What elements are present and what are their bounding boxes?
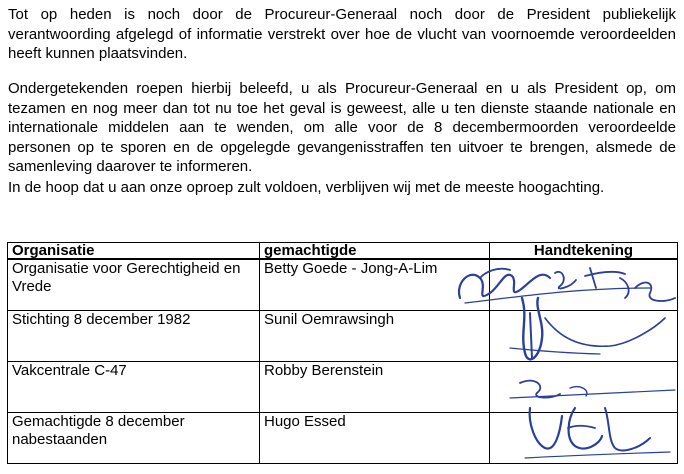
paragraph-1: Tot op heden is noch door de Procureur-Generaal noch door de President publiekelijk verantwoording afgelegd of informatie verstrekt over hoe de vlucht van voornoemde veroordeelden heeft kunnen plaatsvinden. — [8, 6, 676, 62]
cell-handtekening — [490, 311, 678, 362]
cell-organisatie: Vakcentrale C-47 — [8, 362, 260, 413]
paragraph-2: Ondergetekenden roepen hierbij beleefd, u als Procureur-Generaal en u als President op, om tezamen en nog meer dan tot nu toe het geval is geweest, alle u ten dienste staande nationale en internationale middelen aan te wenden, om alle voor de 8 decembermoorden veroordeelde personen op te sporen en de opgelegde gevangenisstraffen ten uitvoer te brengen, alsmede de samenleving daarover te informeren. — [8, 80, 676, 175]
cell-gemachtigde: Betty Goede - Jong-A-Lim — [260, 259, 490, 311]
table-header-row — [8, 243, 678, 260]
table-row — [8, 413, 678, 464]
header-organisatie: Organisatie — [8, 243, 260, 260]
cell-gemachtigde: Hugo Essed — [260, 413, 490, 464]
paragraph-3: In de hoop dat u aan onze oproep zult voldoen, verblijven wij met de meeste hoogachting. — [8, 179, 605, 196]
cell-handtekening — [490, 362, 678, 413]
header-handtekening: Handtekening — [490, 243, 678, 260]
cell-gemachtigde: Robby Berenstein — [260, 362, 490, 413]
cell-organisatie: Organisatie voor Gerechtigheid en Vrede — [8, 259, 260, 311]
table-row — [8, 259, 678, 311]
header-gemachtigde: gemachtigde — [260, 243, 490, 260]
cell-organisatie: Stichting 8 december 1982 — [8, 311, 260, 362]
cell-handtekening — [490, 259, 678, 311]
table-row — [8, 362, 678, 413]
table-row — [8, 311, 678, 362]
cell-handtekening — [490, 413, 678, 464]
cell-organisatie: Gemachtigde 8 december nabestaanden — [8, 413, 260, 464]
cell-gemachtigde: Sunil Oemrawsingh — [260, 311, 490, 362]
signature-table — [7, 242, 678, 464]
